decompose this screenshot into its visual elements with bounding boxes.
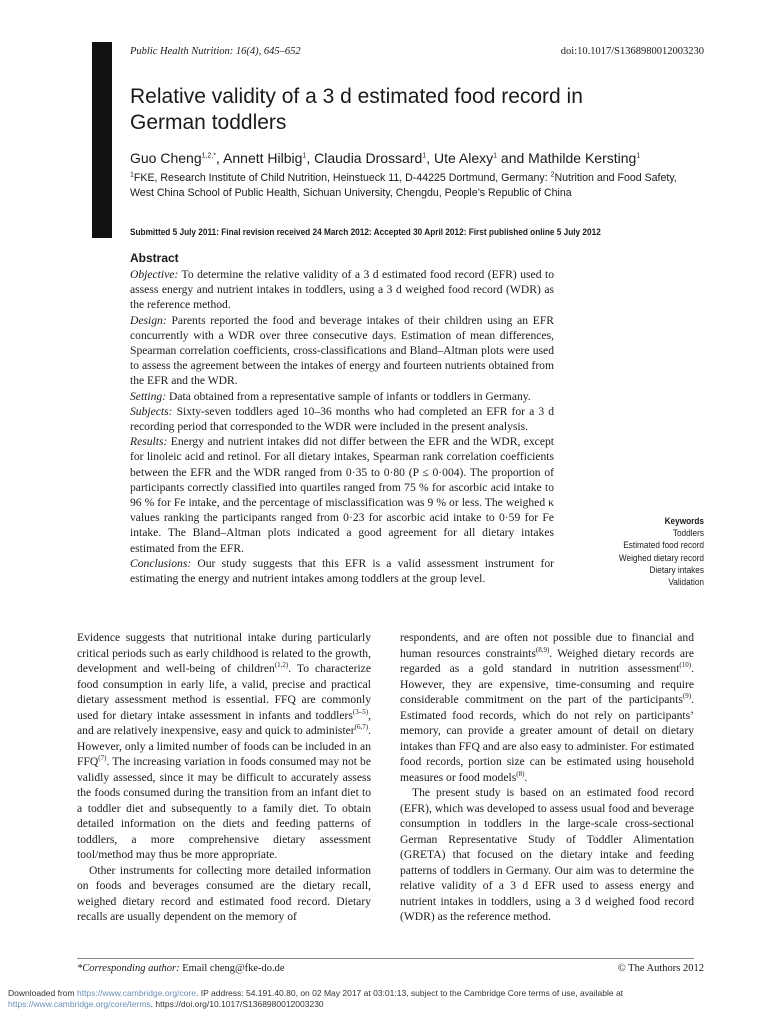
affil-sup: 2 bbox=[550, 171, 555, 179]
keywords-block bbox=[619, 516, 704, 589]
author-sup: 1 bbox=[422, 152, 427, 160]
author-name: Ute Alexy bbox=[433, 150, 494, 166]
body-paragraph bbox=[400, 630, 694, 785]
abstract-heading: Abstract bbox=[130, 251, 179, 265]
author-and: and bbox=[500, 150, 525, 166]
keywords-heading: Keywords bbox=[664, 516, 704, 527]
affiliation-1: FKE, Research Institute of Child Nutrition, Heinstueck 11, D-44225 Dortmund, Germany: bbox=[133, 172, 551, 184]
side-bar bbox=[92, 42, 112, 238]
keyword: Dietary intakes bbox=[649, 564, 704, 576]
abstract-conclusions bbox=[130, 556, 554, 586]
body-text: . Estimated food records, which do not rely on participants’ memory, can provide a greater amount of detail on dietary intakes than FFQ and are also easy to administer. For estimated food records, portion size can be estimated using household measures or food models bbox=[400, 693, 694, 784]
abstract-text: Energy and nutrient intakes did not differ between the EFR and the WDR, except for linoleic acid and retinol. For all dietary intakes, Spearman rank correlation coefficients between the EFR and the WDR ranged from 0·35 to 0·80 (P ≤ 0·004). The proportion of participants correctly classified into quartiles ranged from 75 % for ascorbic acid intake to 96 % for Fe intake, and the percentage of misclassification was 9 % or less. The weighed κ values ranking the participants ranged from 0·23 for ascorbic acid intake to 0·59 for Fe intake. The Bland–Altman plots indicated a good agreement for all dietary intakes estimated from the EFR. bbox=[130, 435, 554, 555]
abstract-design bbox=[130, 313, 554, 389]
author-list: Guo Cheng$^{1,2,*}$, Annett Hilbig$^1$, Claudia Drossard$^1$, Ute Alexy$^1$ and Mathilde Kersting$^1$ bbox=[130, 150, 641, 166]
body-paragraph: The present study is based on an estimated food record (EFR), which was developed to assess usual food and beverage consumption in toddlers in the large-scale cross-sectional German Representative Study of Toddler Alimentation (GRETA) that focused on the dietary intake and feeding patterns of toddlers in Germany. Our aim was to determine the relative validity of a 3 d EFR used to assess energy and nutrient intakes in toddlers, using a 3 d weighed food record (WDR) as the reference method. bbox=[400, 786, 694, 923]
body-text: . Weighed dietary records are regarded as a gold standard in nutrition assessment bbox=[400, 646, 694, 675]
doi[interactable]: doi:10.1017/S1368980012003230 bbox=[560, 46, 704, 57]
abstract-subjects bbox=[130, 404, 554, 434]
author-name: Annett Hilbig bbox=[223, 150, 303, 166]
citation-ref[interactable]: (10) bbox=[679, 661, 692, 670]
abstract-label: Design: bbox=[130, 313, 167, 327]
body-text: . bbox=[524, 770, 528, 784]
citation-ref[interactable]: (9) bbox=[682, 692, 692, 701]
abstract-text: Sixty-seven toddlers aged 10–36 months who had completed an EFR for a 3 d recording period that corresponded to the WDR were included in the present analysis. bbox=[130, 404, 554, 434]
copyright: © The Authors 2012 bbox=[617, 963, 704, 974]
abstract-results bbox=[130, 434, 554, 556]
author-sup: 1 bbox=[636, 152, 641, 160]
author-sup: 1,2,* bbox=[201, 152, 217, 160]
author-sup: 1 bbox=[493, 152, 498, 160]
cambridge-core-link[interactable]: https://www.cambridge.org/core bbox=[76, 988, 197, 998]
abstract-objective bbox=[130, 267, 554, 313]
download-notice bbox=[8, 988, 768, 1010]
citation-ref[interactable]: (8,9) bbox=[535, 645, 550, 654]
body-text: respondents, and are often not possible due to financial and human resources constraints bbox=[400, 631, 694, 660]
corr-email[interactable]: Email cheng@fke-do.de bbox=[179, 963, 285, 974]
corresponding-author bbox=[77, 963, 285, 974]
abstract-label: Setting: bbox=[130, 389, 167, 403]
author-name: Mathilde Kersting bbox=[528, 150, 637, 166]
citation-ref[interactable]: (8) bbox=[516, 769, 525, 778]
abstract-text: To determine the relative validity of a 3 d estimated food record (EFR) used to assess energy and nutrient intakes in toddlers, using a 3 d weighed food record (WDR) as the reference method. bbox=[130, 268, 554, 312]
terms-link[interactable]: https://www.cambridge.org/core/terms bbox=[8, 999, 151, 1009]
citation-ref[interactable]: (3–5) bbox=[352, 707, 369, 716]
journal-citation: Public Health Nutrition: 16(4), 645–652 bbox=[130, 46, 301, 57]
abstract-text: Data obtained from a representative sample of infants or toddlers in Germany. bbox=[166, 389, 531, 403]
affiliations bbox=[130, 171, 690, 200]
download-text: . https://doi.org/10.1017/S1368980012003230 bbox=[150, 999, 324, 1009]
abstract-label: Subjects: bbox=[130, 404, 173, 418]
keyword: Toddlers bbox=[672, 528, 704, 540]
keyword: Weighed dietary record bbox=[618, 552, 704, 564]
citation-ref[interactable]: (6,7) bbox=[354, 723, 369, 732]
affiliation-2: Nutrition and Food Safety, West China School of Public Health, Sichuan University, Chengdu, People’s Republic of China bbox=[130, 172, 677, 199]
body-paragraph: Other instruments for collecting more detailed information on foods and beverages consumed are the dietary recall, weighed dietary record and estimated food record. Dietary recalls are usually dependent on the memory of bbox=[77, 863, 371, 923]
abstract-label: Results: bbox=[130, 435, 168, 449]
body-paragraph bbox=[77, 630, 371, 863]
body-text: . However, they are expensive, time-consuming and require considerable commitment on the part of the participants bbox=[400, 662, 694, 706]
abstract-text: Parents reported the food and beverage intakes of their children using an EFR concurrently with a WDR over three consecutive days. Estimation of mean differences, Spearman correlation coefficients, cross-classifications and Bland–Altman plots were used to assess the agreement between the intakes of energy and fourteen nutrients obtained from the EFR and the WDR. bbox=[130, 313, 554, 388]
author-name: Guo Cheng bbox=[130, 150, 202, 166]
citation-ref[interactable]: (7) bbox=[98, 754, 107, 763]
abstract-text: Our study suggests that this EFR is a valid assessment instrument for estimating the energy and nutrient intakes among toddlers at the group level. bbox=[130, 556, 554, 586]
corr-label: *Corresponding author: bbox=[77, 963, 180, 974]
abstract-body bbox=[130, 267, 554, 586]
body-column-right bbox=[400, 630, 694, 925]
submission-dates: Submitted 5 July 2011: Final revision received 24 March 2012: Accepted 30 April 2012: First published online 5 July 2012 bbox=[130, 227, 601, 238]
download-text: . IP address: 54.191.40.80, on 02 May 2017 at 03:01:13, subject to the Cambridge Core terms of use, available at bbox=[196, 988, 624, 998]
footnote-divider bbox=[77, 958, 694, 959]
author-sup: 1 bbox=[302, 152, 307, 160]
body-text: . To characterize food consumption in early life, a valid, precise and practical dietary assessment method is essential. FFQ are commonly used for dietary intake assessment in infants and toddlers bbox=[77, 662, 371, 722]
keyword: Estimated food record bbox=[623, 540, 704, 552]
article-title: Relative validity of a 3 d estimated food record in German toddlers bbox=[130, 85, 583, 134]
citation-ref[interactable]: (1,2) bbox=[274, 661, 289, 670]
body-text: Evidence suggests that nutritional intake during particularly critical periods such as early childhood is related to the growth, development and well-being of children bbox=[77, 631, 371, 675]
keyword: Validation bbox=[668, 577, 704, 589]
download-text: Downloaded from bbox=[8, 988, 77, 998]
body-text: , and are relatively inexpensive, easy and quick to administer bbox=[77, 708, 371, 737]
affil-sup: 1 bbox=[130, 171, 134, 179]
body-column-left bbox=[77, 630, 371, 925]
body-text: . However, only a limited number of foods can be included in an FFQ bbox=[77, 724, 371, 768]
abstract-setting bbox=[130, 389, 554, 404]
author-name: Claudia Drossard bbox=[314, 150, 423, 166]
body-text: . The increasing variation in foods consumed may not be validly assessed, since it may be difficult to accurately assess the foods consumed during the transition from an infant diet to a toddler diet and subsequently to a family diet. To obtain detailed information on the diets and feeding patterns of toddlers, a more comprehensive dietary assessment tool/method may thus be more appropriate. bbox=[77, 755, 371, 861]
abstract-label: Objective: bbox=[130, 268, 179, 281]
abstract-label: Conclusions: bbox=[130, 556, 192, 570]
